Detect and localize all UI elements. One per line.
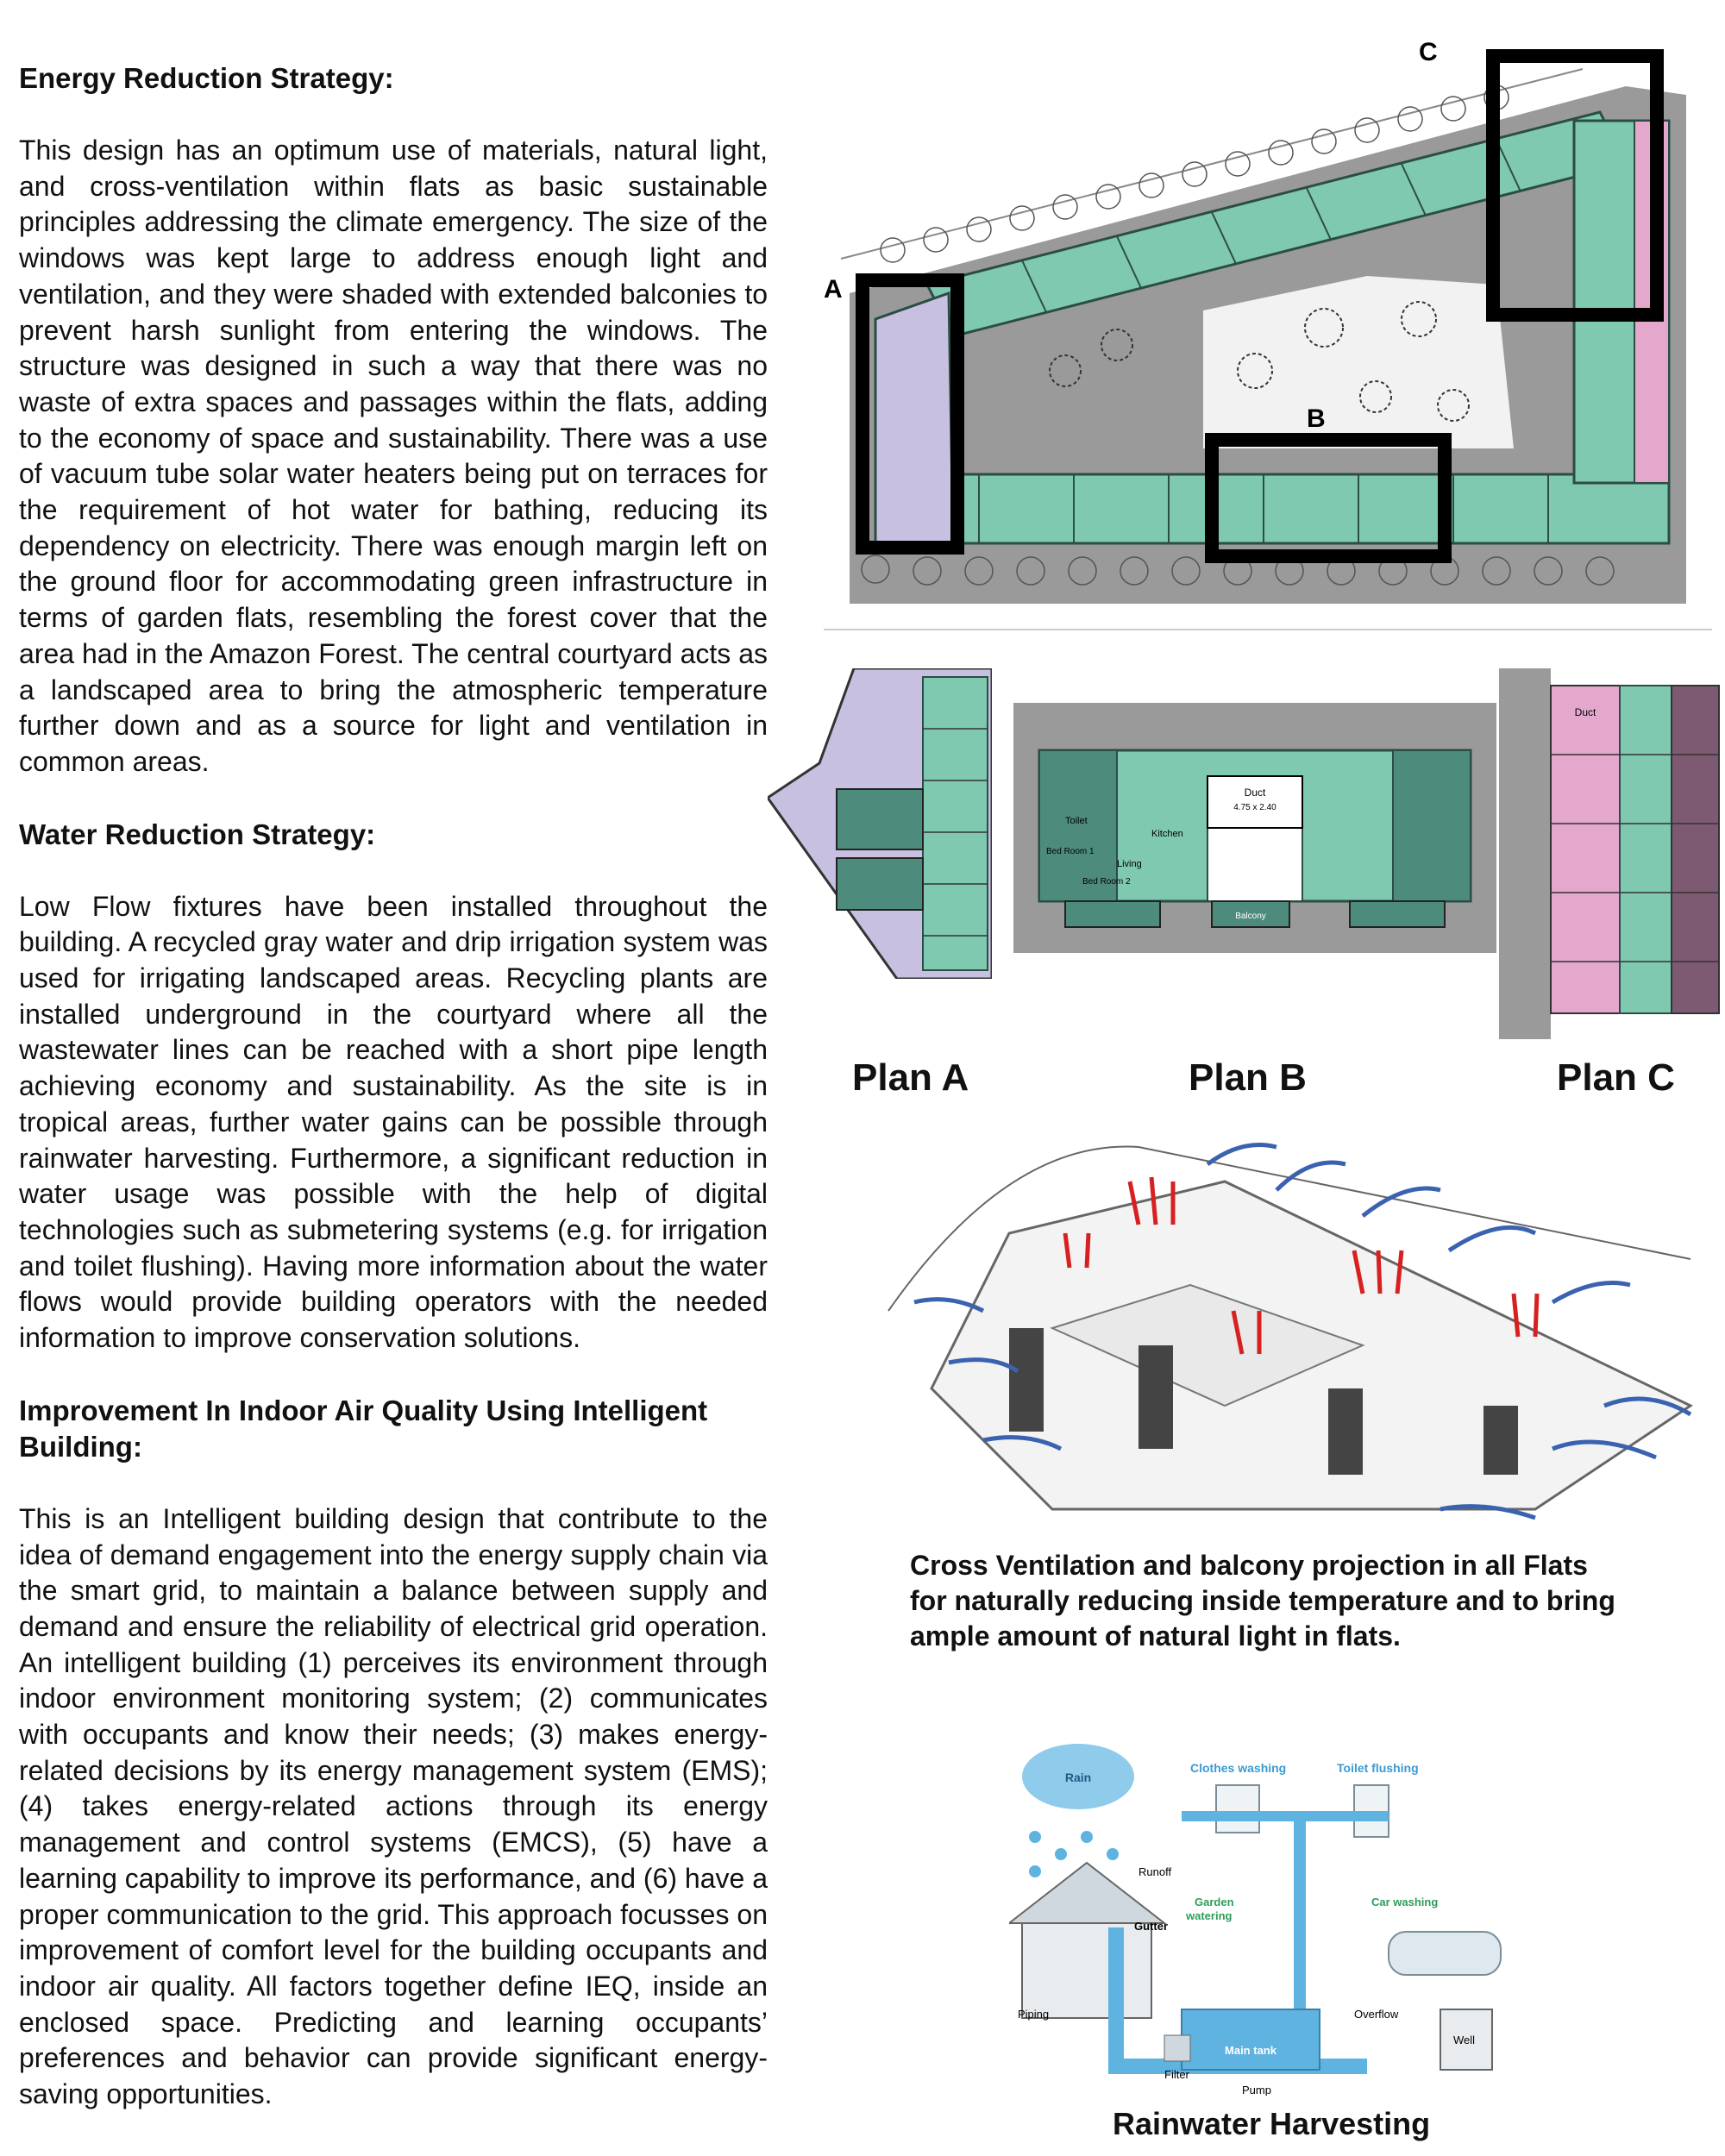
water-body: Low Flow fixtures have been installed throughout the building. A recycled gray water and drip irrigation system was used for irrigating landscaped areas. Recycling plants are installed underground in the courtyard where all the wastewater lines can be reached with a short pipe length achieving economy and sustainability. As the site is in tropical areas, further water gains can be possible through rainwater harvesting. Furthermore, a significant reduction in water usage was possible with the help of digital technologies such as submetering systems (e.g. for irrigation and toilet flushing). Having more information about the water flows would provide building operators with the needed information to improve conservation solutions. <box>19 890 768 1354</box>
iaq-body: This is an Intelligent building design that contribute to the idea of demand engagement into the energy supply chain via the smart grid, to maintain a balance between supply and demand and ensure the reliability of electrical grid operation. An intelligent building (1) perceives its environment through indoor environment monitoring system; (2) communicates with occupants and know their needs; (3) makes energy-related decisions by its energy management system (EMS); (4) takes energy-related actions through its energy management and control systems (EMCS), (5) have a learning capability to improve its performance, and (6) have a proper communication to the grid. This approach focusses on improvement of comfort level for the building occupants and indoor air quality. All factors together define IEQ, inside an enclosed space. Predicting and learning occupants’ preferences and behavior can provide significant energy-saving opportunities. <box>19 1502 768 2110</box>
car-label: Car washing <box>1371 1896 1439 1908</box>
rainwater-title: Rainwater Harvesting <box>1113 2106 1431 2141</box>
main-tank <box>1182 2009 1320 2070</box>
ventilation-diagram <box>880 1130 1708 1535</box>
runoff-label: Runoff <box>1138 1865 1172 1878</box>
ventilation-caption: Cross Ventilation and balcony projection in all Flats for naturally reducing inside temperature and to bring ample amount of natural light in flats. <box>910 1550 1615 1651</box>
rain-label: Rain <box>1064 1771 1092 1784</box>
plan-b <box>1013 668 1496 953</box>
washer-icon <box>1216 1785 1259 1833</box>
filter-label: Filter <box>1164 2068 1189 2081</box>
pump-label: Pump <box>1242 2084 1271 2096</box>
bed2-label: Bed Room 2 <box>1082 877 1131 887</box>
kitchen-label: Kitchen <box>1151 829 1183 839</box>
energy-heading: Energy Reduction Strategy: <box>19 62 394 94</box>
tank-label: Main tank <box>1225 2044 1276 2057</box>
car-icon <box>1389 1932 1501 1975</box>
marker-c: C <box>1419 38 1438 66</box>
water-heading: Water Reduction Strategy: <box>19 818 376 850</box>
house-icon <box>1022 1923 1151 2018</box>
iaq-heading: Improvement In Indoor Air Quality Using Intelligent Building: <box>19 1394 708 1463</box>
gutter-label: Gutter <box>1134 1920 1168 1933</box>
piping-label: Piping <box>1018 2008 1050 2021</box>
plan-a <box>768 668 992 979</box>
clothes-label: Clothes washing <box>1190 1761 1287 1775</box>
filter-icon <box>1164 2035 1190 2061</box>
duct-label: Duct <box>1244 787 1266 799</box>
duct-size: 4.75 x 2.40 <box>1233 803 1276 812</box>
overflow-label: Overflow <box>1354 2008 1399 2021</box>
text-column <box>19 60 768 2113</box>
living-label: Living <box>1117 859 1142 869</box>
marker-b: B <box>1307 404 1326 433</box>
marker-a: A <box>824 275 843 304</box>
balcony-label: Balcony <box>1235 912 1266 921</box>
garden-label-2: watering <box>1186 1909 1233 1922</box>
site-plan <box>824 34 1712 638</box>
plan-b-label: Plan B <box>1189 1056 1307 1099</box>
plan-c <box>1499 668 1725 1039</box>
toilet-label: Toilet flushing <box>1337 1761 1419 1775</box>
energy-body: This design has an optimum use of materials, natural light, and cross-ventilation within flats as basic sustainable principles addressing the climate emergency. The size of the windows was kept large to address enough light and ventilation, and they were shaded with extended balconies to prevent harsh sunlight from entering the windows. The structure was designed in such a way that there was no waste of extra spaces and passages within the flats, adding to the economy of space and sustainability. There was a use of vacuum tube solar water heaters being put on terraces for the requirement of hot water for bathing, reducing its dependency on electricity. There was enough margin left on the ground floor for accommodating green infrastructure in terms of garden flats, resembling the forest cover that the area had in the Amazon Forest. The central courtyard acts as a landscaped area to bring the atmospheric temperature further down and as a source for light and ventilation in common areas. <box>19 135 768 777</box>
well-label: Well <box>1453 2034 1476 2046</box>
bed1-label: Bed Room 1 <box>1046 847 1095 856</box>
rainwater-diagram <box>1009 1733 1570 2096</box>
duct-box <box>1208 776 1302 828</box>
duct-label-c: Duct <box>1574 706 1596 718</box>
toilet-label: Toilet <box>1065 816 1088 826</box>
garden-label: Garden <box>1195 1896 1234 1908</box>
plan-c-label: Plan C <box>1557 1056 1675 1099</box>
plan-a-label: Plan A <box>852 1056 969 1099</box>
